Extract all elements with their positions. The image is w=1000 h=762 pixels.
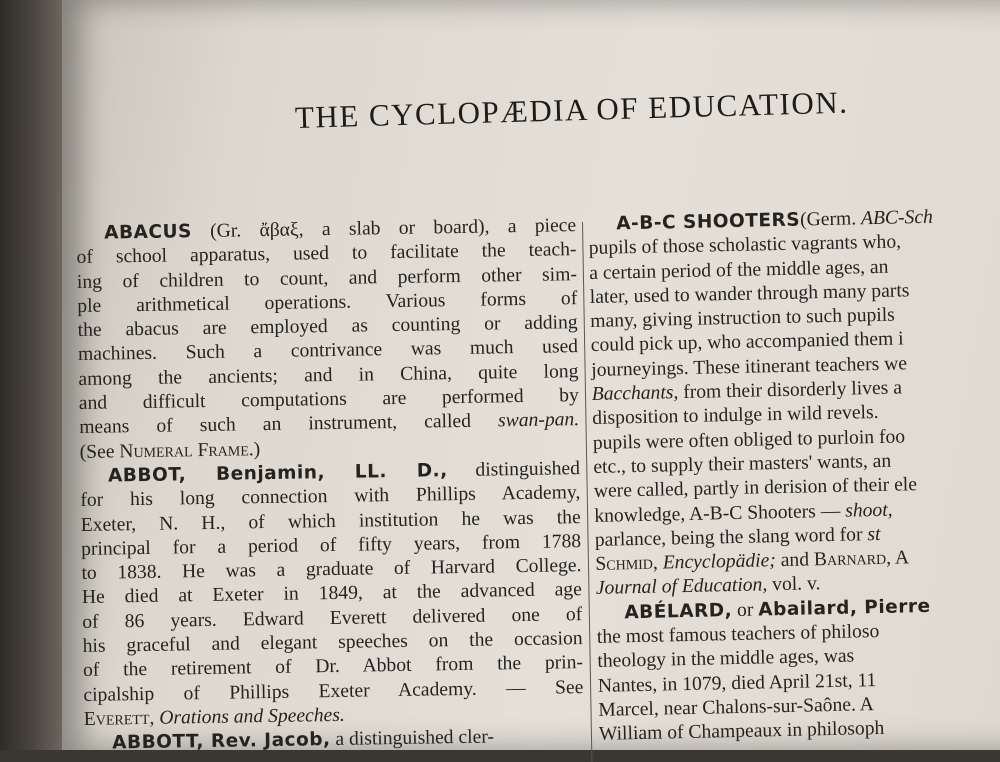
text-line: Bacchants, from their disorderly lives a [591,377,903,406]
text-line: ABBOTT, Rev. Jacob, a distinguished cler- [112,726,495,754]
entry-headword: ABBOT, Benjamin, LL. D., [107,460,448,487]
text-line: could pick up, who accompanied them i [590,328,904,357]
text-line: William of Champeaux in philosoph [598,718,885,746]
text-line: of school apparatus, used to facilitate the teach- [76,239,577,269]
entry-headword: ABÉLARD, [624,599,733,624]
text-line: disposition to indulge in wild revels. [592,402,879,430]
entry-headword: Abailard, Pierre [758,595,931,621]
text-line: pupils were often obliged to purloin foo [592,426,906,454]
text-line: ABACUS (Gr. ἄβαξ, a slab or board), a piece [104,215,577,244]
text-line: He died at Exeter in 1849, at the advanced age [81,579,583,609]
text-line: Schmid, Encyclopädie; and Barnard, A [595,547,910,576]
text-line: and difficult computations are performed by [78,385,579,415]
text-line: ing of children to count, and perform other sim- [76,263,578,293]
entry-abbot [80,457,584,732]
right-column [588,204,1000,748]
text-line: were called, partly in derision of their ele [593,474,918,503]
text-line: (See Numeral Frame.) [79,438,261,463]
text-line: cipalship of Phillips Exeter Academy. — See [83,676,584,706]
text-line: the abacus are employed as counting or adding [77,312,578,342]
text-line: for his long connection with Phillips Academy, [80,482,581,512]
text-line: A-B-C SHOOTERS(Germ. ABC-Sch [616,206,934,235]
entry-abelard [596,592,1000,747]
text-line: pupils of those scholastic vagrants who, [588,231,902,260]
text-line: theology in the middle ages, was [597,645,855,673]
text-line: to 1838. He was a graduate of Harvard College. [81,555,582,585]
entry-abacus [76,214,580,465]
text-line: a certain period of the middle ages, an [589,256,889,284]
text-line: knowledge, A-B-C Shooters — shoot, [594,499,893,527]
text-line: principal for a period of fifty years, from 1788 [80,530,582,560]
text-line: Exeter, N. H., of which institution he was the [80,506,581,536]
entry-headword: ABBOTT, Rev. Jacob, [112,729,331,754]
text-line: of 86 years. Edward Everett delivered one of [82,603,583,633]
left-column [76,214,584,756]
text-line: many, giving instruction to such pupils [590,304,896,333]
text-line: ple arithmetical operations. Various forms of [77,288,578,317]
text-line: Marcel, near Chalons-sur-Saône. A [598,694,875,721]
text-line: Everett, Orations and Speeches. [83,704,345,730]
text-line: parlance, being the slang word for st [594,523,881,551]
text-line: means of such an instrument, called swan-pan. [79,409,580,439]
text-line: among the ancients; and in China, quite long [78,360,579,390]
text-line: the most famous teachers of philoso [596,621,880,648]
text-line: of the retirement of Dr. Abbot from the prin- [82,652,584,682]
text-line: ABBOT, Benjamin, LL. D., distinguished [107,458,581,487]
text-line: etc., to supply their masters' wants, an [593,450,892,478]
text-line: Journal of Education, vol. v. [595,573,821,600]
text-line: ABÉLARD, or Abailard, Pierre [624,595,931,624]
text-line: his graceful and elegant speeches on the occasion [82,628,583,657]
entry-headword: A-B-C SHOOTERS [616,209,801,235]
entry-headword: ABACUS [104,221,193,244]
entry-abc-shooters [588,204,1000,602]
text-line: journeyings. These itinerant teachers we [591,353,908,381]
text-line: Nantes, in 1079, died April 21st, 11 [597,669,877,697]
text-line: later, used to wander through many parts [589,280,910,308]
page-title: THE CYCLOPÆDIA OF EDUCATION. [294,84,849,135]
text-line: machines. Such a contrivance was much used [77,336,579,366]
